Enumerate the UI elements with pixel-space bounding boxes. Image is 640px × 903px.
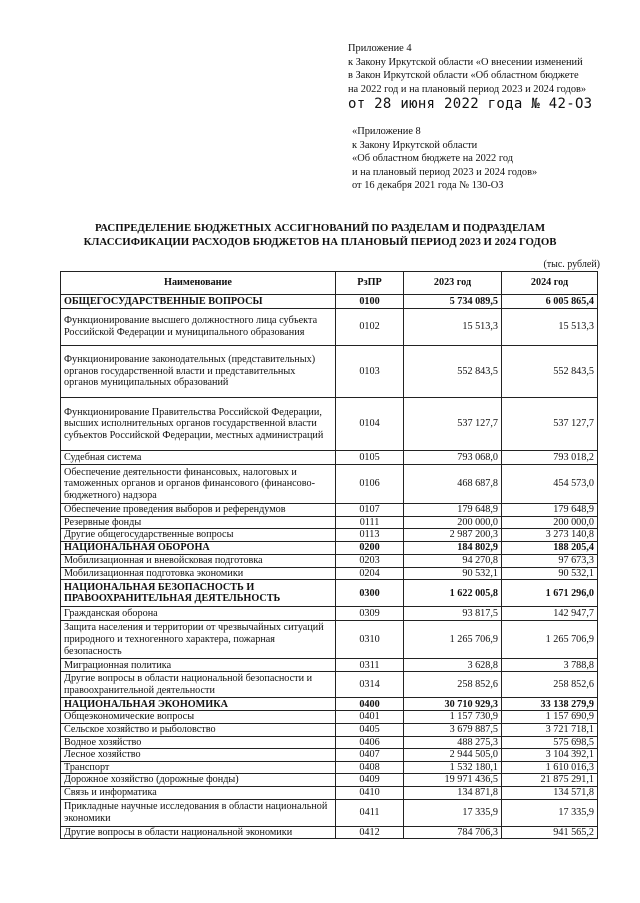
row-value-2023: 93 817,5 [404, 607, 502, 621]
row-name: ОБЩЕГОСУДАРСТВЕННЫЕ ВОПРОСЫ [61, 295, 336, 309]
table-row [61, 295, 598, 309]
row-name: Транспорт [61, 761, 336, 774]
table-row [61, 698, 598, 711]
row-name: Гражданская оборона [61, 607, 336, 621]
row-value-2024: 3 721 718,1 [502, 723, 598, 736]
table-row [61, 736, 598, 749]
row-value-2023: 5 734 089,5 [404, 295, 502, 309]
row-code: 0106 [336, 465, 404, 504]
row-code: 0204 [336, 567, 404, 580]
row-name: Прикладные научные исследования в области национальной экономики [61, 799, 336, 826]
row-name: Защита населения и территории от чрезвычайных ситуаций природного и техногенного характера, пожарная безопасность [61, 621, 336, 659]
row-code: 0105 [336, 451, 404, 465]
row-code: 0406 [336, 736, 404, 749]
row-value-2024: 1 157 690,9 [502, 711, 598, 724]
original-appendix-header [352, 125, 637, 193]
row-value-2023: 1 532 180,1 [404, 761, 502, 774]
row-value-2024: 454 573,0 [502, 465, 598, 504]
row-code: 0407 [336, 749, 404, 762]
row-code: 0309 [336, 607, 404, 621]
row-value-2023: 15 513,3 [404, 309, 502, 346]
table-row [61, 761, 598, 774]
row-name: Сельское хозяйство и рыболовство [61, 723, 336, 736]
row-value-2023: 1 265 706,9 [404, 621, 502, 659]
row-value-2023: 19 971 436,5 [404, 774, 502, 787]
row-name: Функционирование законодательных (представительных) органов государственной власти и представительных органов муниципальных образований [61, 346, 336, 398]
table-row [61, 826, 598, 839]
table-row [61, 567, 598, 580]
row-value-2024: 3 273 140,8 [502, 529, 598, 542]
row-name: Функционирование высшего должностного лица субъекта Российской Федерации и муниципального образования [61, 309, 336, 346]
row-code: 0200 [336, 542, 404, 555]
row-value-2024: 1 265 706,9 [502, 621, 598, 659]
table-row [61, 607, 598, 621]
title-line: КЛАССИФИКАЦИИ РАСХОДОВ БЮДЖЕТОВ НА ПЛАНОВЫЙ ПЕРИОД 2023 И 2024 ГОДОВ [83, 235, 557, 248]
row-value-2023: 793 068,0 [404, 451, 502, 465]
row-value-2024: 21 875 291,1 [502, 774, 598, 787]
row-value-2024: 258 852,6 [502, 672, 598, 698]
row-value-2024: 6 005 865,4 [502, 295, 598, 309]
row-value-2023: 200 000,0 [404, 516, 502, 529]
row-name: НАЦИОНАЛЬНАЯ ОБОРОНА [61, 542, 336, 555]
row-code: 0412 [336, 826, 404, 839]
table-row [61, 542, 598, 555]
row-value-2024: 188 205,4 [502, 542, 598, 555]
row-name: Обеспечение проведения выборов и референдумов [61, 504, 336, 517]
row-value-2024: 552 843,5 [502, 346, 598, 398]
row-value-2024: 90 532,1 [502, 567, 598, 580]
row-value-2024: 3 788,8 [502, 659, 598, 672]
row-code: 0411 [336, 799, 404, 826]
row-name: Мобилизационная и вневойсковая подготовка [61, 555, 336, 568]
row-name: Другие вопросы в области национальной безопасности и правоохранительной деятельности [61, 672, 336, 698]
table-row [61, 451, 598, 465]
table-row [61, 309, 598, 346]
row-code: 0113 [336, 529, 404, 542]
row-name: Миграционная политика [61, 659, 336, 672]
row-name: Судебная система [61, 451, 336, 465]
appendix-line: Приложение 4 [348, 43, 412, 54]
row-code: 0405 [336, 723, 404, 736]
row-value-2023: 17 335,9 [404, 799, 502, 826]
table-row [61, 799, 598, 826]
row-code: 0410 [336, 786, 404, 799]
row-value-2023: 94 270,8 [404, 555, 502, 568]
row-code: 0111 [336, 516, 404, 529]
row-code: 0300 [336, 580, 404, 607]
col-header-2023: 2023 год [404, 272, 502, 295]
row-value-2024: 1 610 016,3 [502, 761, 598, 774]
row-value-2023: 179 648,9 [404, 504, 502, 517]
row-name: Общеэкономические вопросы [61, 711, 336, 724]
row-value-2024: 134 571,8 [502, 786, 598, 799]
row-code: 0107 [336, 504, 404, 517]
row-value-2024: 97 673,3 [502, 555, 598, 568]
table-row [61, 786, 598, 799]
row-value-2023: 468 687,8 [404, 465, 502, 504]
row-value-2024: 537 127,7 [502, 398, 598, 451]
row-value-2023: 258 852,6 [404, 672, 502, 698]
table-row [61, 504, 598, 517]
appendix-line: от 16 декабря 2021 года № 130-ОЗ [352, 180, 504, 191]
row-value-2024: 179 648,9 [502, 504, 598, 517]
table-row [61, 465, 598, 504]
table-row [61, 749, 598, 762]
row-code: 0102 [336, 309, 404, 346]
row-value-2024: 142 947,7 [502, 607, 598, 621]
row-value-2023: 488 275,3 [404, 736, 502, 749]
row-name: Связь и информатика [61, 786, 336, 799]
row-name: Мобилизационная подготовка экономики [61, 567, 336, 580]
row-name: Лесное хозяйство [61, 749, 336, 762]
appendix-line: «Об областном бюджете на 2022 год [352, 153, 514, 164]
table-row [61, 516, 598, 529]
appendix-line: на 2022 год и на плановый период 2023 и 2024 годов» [348, 83, 587, 95]
appendix-line: «Приложение 8 [352, 126, 421, 137]
row-value-2023: 3 628,8 [404, 659, 502, 672]
row-value-2024: 941 565,2 [502, 826, 598, 839]
row-name: Обеспечение деятельности финансовых, налоговых и таможенных органов и органов финансового (финансово-бюджетного) надзора [61, 465, 336, 504]
table-row [61, 659, 598, 672]
row-value-2023: 30 710 929,3 [404, 698, 502, 711]
row-name: НАЦИОНАЛЬНАЯ ЭКОНОМИКА [61, 698, 336, 711]
row-code: 0400 [336, 698, 404, 711]
appendix-line: и на плановый период 2023 и 2024 годов» [352, 166, 538, 178]
col-header-name: Наименование [61, 272, 336, 295]
units-label: (тыс. рублей) [543, 259, 600, 270]
row-name: Другие общегосударственные вопросы [61, 529, 336, 542]
row-value-2023: 1 157 730,9 [404, 711, 502, 724]
title-line: РАСПРЕДЕЛЕНИЕ БЮДЖЕТНЫХ АССИГНОВАНИЙ ПО РАЗДЕЛАМ И ПОДРАЗДЕЛАМ [94, 222, 546, 234]
row-code: 0203 [336, 555, 404, 568]
table-body [61, 295, 598, 839]
row-code: 0408 [336, 761, 404, 774]
row-name: Дорожное хозяйство (дорожные фонды) [61, 774, 336, 787]
row-name: Функционирование Правительства Российской Федерации, высших исполнительных органов государственной власти субъектов Российской Федерации, местных администраций [61, 398, 336, 451]
row-code: 0100 [336, 295, 404, 309]
row-code: 0311 [336, 659, 404, 672]
row-name: Водное хозяйство [61, 736, 336, 749]
row-code: 0409 [336, 774, 404, 787]
row-code: 0401 [336, 711, 404, 724]
row-value-2023: 2 944 505,0 [404, 749, 502, 762]
table-row [61, 723, 598, 736]
budget-table [60, 271, 598, 839]
row-name: Другие вопросы в области национальной экономики [61, 826, 336, 839]
row-value-2024: 33 138 279,9 [502, 698, 598, 711]
law-date-stamp: от 28 июня 2022 года № 42-ОЗ [348, 96, 593, 112]
table-row [61, 711, 598, 724]
row-value-2023: 134 871,8 [404, 786, 502, 799]
appendix-header [348, 42, 638, 112]
row-value-2024: 575 698,5 [502, 736, 598, 749]
row-value-2023: 552 843,5 [404, 346, 502, 398]
row-name: Резервные фонды [61, 516, 336, 529]
appendix-line: к Закону Иркутской области [352, 139, 478, 151]
row-value-2023: 537 127,7 [404, 398, 502, 451]
row-code: 0310 [336, 621, 404, 659]
table-header-row [61, 272, 598, 295]
row-value-2023: 784 706,3 [404, 826, 502, 839]
row-value-2024: 793 018,2 [502, 451, 598, 465]
col-header-code: РзПР [336, 272, 404, 295]
table-row [61, 529, 598, 542]
table-row [61, 672, 598, 698]
row-value-2024: 200 000,0 [502, 516, 598, 529]
row-value-2023: 90 532,1 [404, 567, 502, 580]
row-code: 0104 [336, 398, 404, 451]
row-value-2023: 184 802,9 [404, 542, 502, 555]
table-row [61, 774, 598, 787]
row-name: НАЦИОНАЛЬНАЯ БЕЗОПАСНОСТЬ И ПРАВООХРАНИТЕЛЬНАЯ ДЕЯТЕЛЬНОСТЬ [61, 580, 336, 607]
document-title [40, 222, 600, 249]
row-value-2024: 15 513,3 [502, 309, 598, 346]
row-value-2023: 2 987 200,3 [404, 529, 502, 542]
row-value-2024: 17 335,9 [502, 799, 598, 826]
appendix-line: в Закон Иркутской области «Об областном бюджете [348, 70, 579, 81]
row-value-2024: 3 104 392,1 [502, 749, 598, 762]
row-value-2023: 3 679 887,5 [404, 723, 502, 736]
table-row [61, 621, 598, 659]
table-row [61, 398, 598, 451]
row-value-2023: 1 622 005,8 [404, 580, 502, 607]
row-code: 0314 [336, 672, 404, 698]
appendix-line: к Закону Иркутской области «О внесении изменений [348, 56, 583, 68]
row-value-2024: 1 671 296,0 [502, 580, 598, 607]
table-row [61, 555, 598, 568]
row-code: 0103 [336, 346, 404, 398]
table-row [61, 580, 598, 607]
col-header-2024: 2024 год [502, 272, 598, 295]
table-row [61, 346, 598, 398]
